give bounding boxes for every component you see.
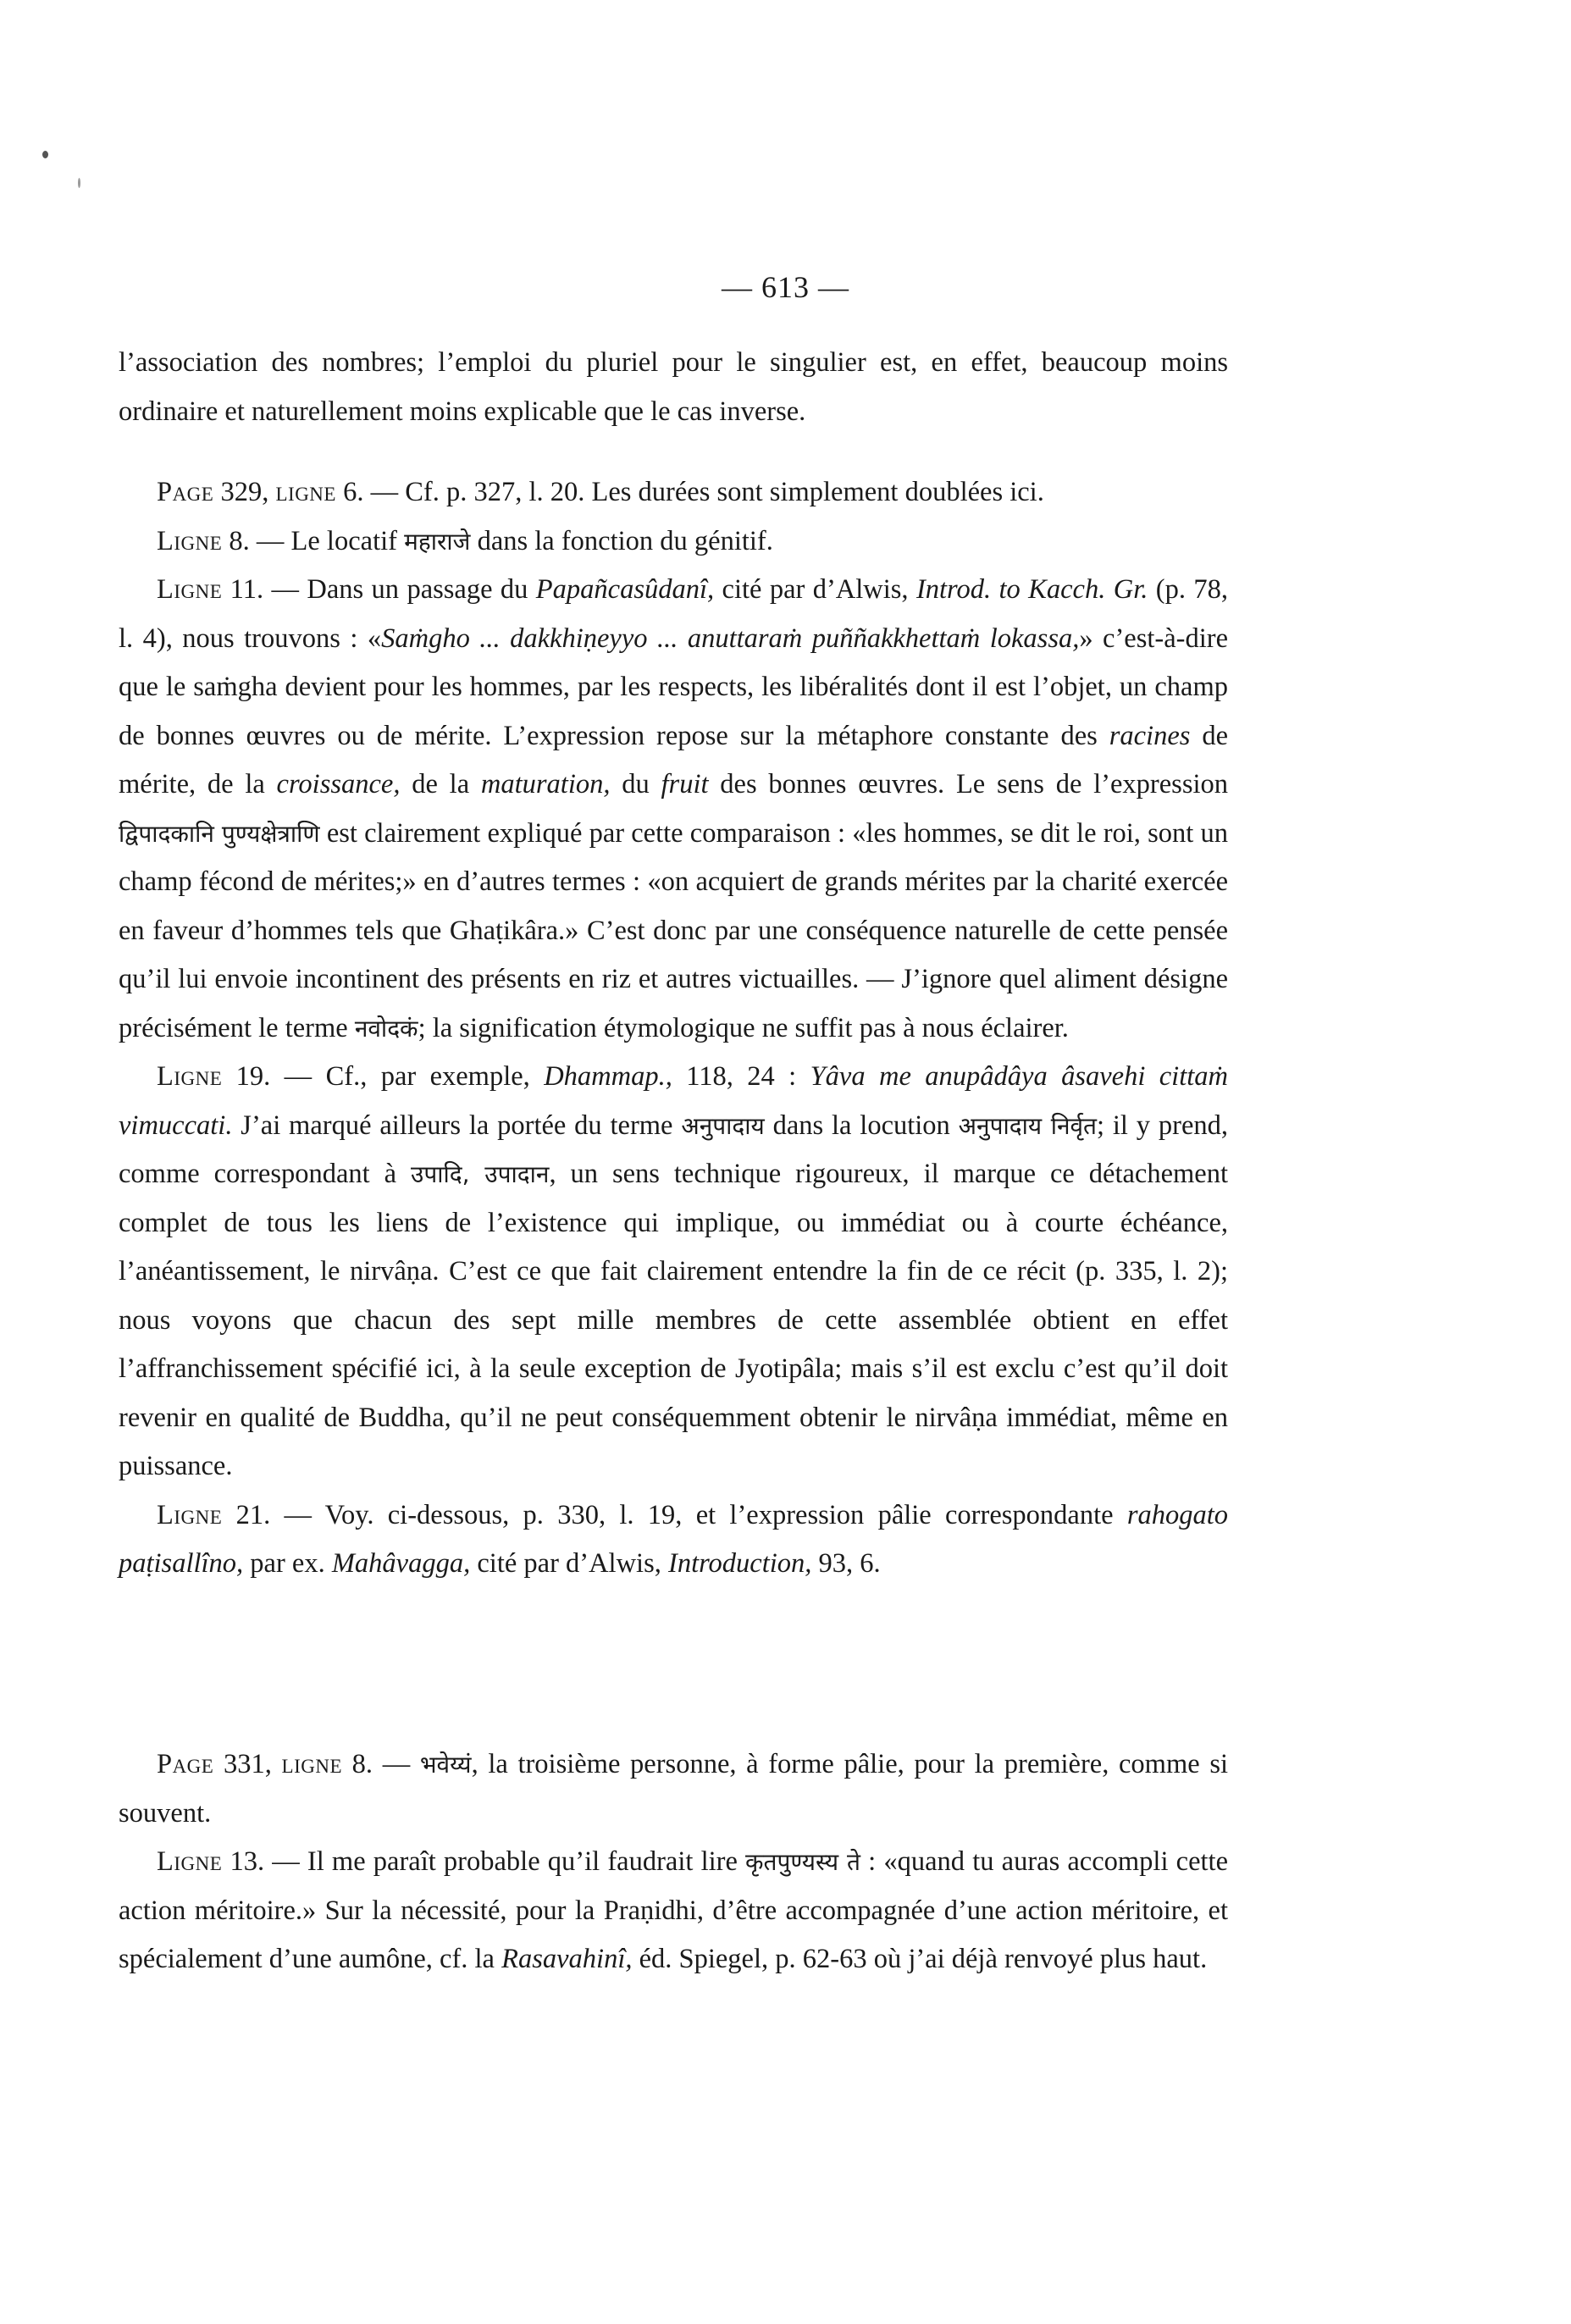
note-line-21 xyxy=(119,1491,1228,1589)
text-run: par ex. xyxy=(243,1548,332,1579)
italic-run: Introd. to Kacch. Gr. xyxy=(915,574,1148,605)
italic-run: Yâva me anupâdâya âsavehi cittaṁ vimuccati. xyxy=(119,1061,1228,1141)
italic-run: croissance, xyxy=(276,769,401,800)
italic-run: Introduction, xyxy=(668,1548,812,1579)
text-run: éd. Spiegel, p. 62-63 où j’ai déjà renvoyé plus haut. xyxy=(632,1944,1208,1974)
text-run: des bonnes œuvres. Le sens de l’expression xyxy=(708,769,1228,800)
smallcaps-label: Ligne xyxy=(157,525,223,556)
text-run: 8. — Le locatif xyxy=(222,525,405,556)
note-line-13 xyxy=(119,1838,1228,1984)
text-run: J’ai marqué ailleurs la portée du terme xyxy=(232,1109,682,1141)
text-run: 8. — xyxy=(342,1749,420,1779)
smallcaps-label: Page xyxy=(157,1749,214,1779)
devanagari-term: द्विपादकानि पुण्यक्षेत्राणि xyxy=(119,819,320,848)
text-run: 13. — Il me paraît probable qu’il faudrait lire xyxy=(222,1846,746,1877)
note-line-8 xyxy=(119,517,1228,567)
text-run: de la xyxy=(400,769,481,800)
text-run: est clairement expliqué par cette comparaison : «les hommes, se dit le roi, sont un champ fécond de mérites;» en d’autres termes : «on acquiert de grands mérites par la charité exercée en faveur d’hommes tels que Ghaṭikâra.» C’est donc par une conséquence naturelle de cette pensée qu’il lui envoie incontinent des présents en riz et autres victuailles. — J’ignore quel aliment désigne précisément le terme xyxy=(119,817,1228,1043)
smallcaps-label: Ligne xyxy=(157,1846,223,1877)
italic-run: racines xyxy=(1109,720,1191,751)
devanagari-term: कृतपुण्यस्य ते xyxy=(745,1848,860,1876)
body-block-1 xyxy=(119,339,1228,436)
text-run: cité par d’Alwis, xyxy=(470,1548,668,1579)
devanagari-term: अनुपादाय xyxy=(681,1111,765,1140)
devanagari-term: उपादि, उपादान xyxy=(411,1160,550,1188)
text-run: 19. — Cf., par exemple, xyxy=(222,1061,545,1092)
scan-speck xyxy=(78,178,80,188)
text-run: cité par d’Alwis, xyxy=(714,574,916,605)
devanagari-term: भवेय्यं xyxy=(419,1751,472,1779)
text-run: 331, xyxy=(213,1749,282,1779)
paragraph-continuation xyxy=(119,339,1228,436)
italic-run: maturation, xyxy=(480,769,611,800)
note-line-11 xyxy=(119,566,1228,1053)
devanagari-term: अनुपादाय निर्वृत xyxy=(958,1111,1098,1140)
text-run: » c’est-à-dire que le saṁgha devient pour les hommes, par les respects, les libéralités dont il est l’objet, un champ de bonnes œuvres ou de mérite. L’expression repose sur la métaphore constante des xyxy=(119,622,1229,751)
devanagari-term: महाराजे xyxy=(404,527,471,556)
text-run: 329, xyxy=(213,477,276,507)
smallcaps-label: ligne xyxy=(281,1749,343,1779)
text-run: 11. — Dans un passage du xyxy=(222,574,536,605)
body-block-3 xyxy=(119,1740,1228,1984)
smallcaps-label: ligne xyxy=(275,477,336,507)
scan-speck xyxy=(42,151,48,158)
text-run: , la troisième personne, à forme pâlie, pour la première, comme si souvent. xyxy=(119,1749,1229,1829)
text-run: (p. 78, l. 4), nous trouvons : « xyxy=(119,574,1228,654)
text-run: l’association des nombres; l’emploi du pluriel pour le singulier est, en effet, beaucoup moins ordinaire et naturellement moins explicable que le cas inverse. xyxy=(119,347,1228,427)
text-run: dans la locution xyxy=(764,1109,959,1141)
text-run: , un sens technique rigoureux, il marque ce détachement complet de tous les liens de l’existence qui implique, ou immédiat ou à courte échéance, l’anéantissement, le nirvâṇa. C’est ce que fait clairement entendre la fin de ce récit (p. 335, l. 2); nous voyons que chacun des sept mille membres de cette assemblée obtient en effet l’affranchissement spécifié ici, à la seule exception de Jyotipâla; mais s’il est exclu c’est qu’il doit revenir en qualité de Buddha, qu’il ne peut conséquemment obtenir le nirvâṇa immédiat, même en puissance. xyxy=(119,1159,1228,1481)
italic-run: Rasavahinî, xyxy=(501,1944,633,1974)
smallcaps-label: Page xyxy=(157,477,214,507)
italic-run: Saṁgho ... dakkhiṇeyyo ... anuttaraṁ puññakkhettaṁ lokassa, xyxy=(381,622,1080,654)
text-run: dans la fonction du génitif. xyxy=(470,525,773,556)
italic-run: rahogato paṭisallîno, xyxy=(119,1499,1228,1579)
text-run: 93, 6. xyxy=(811,1548,881,1579)
italic-run: Mahâvagga, xyxy=(331,1548,471,1579)
devanagari-term: नवोदकं xyxy=(354,1014,418,1043)
text-run: 118, 24 : xyxy=(672,1061,810,1092)
text-run: 21. — Voy. ci-dessous, p. 330, l. 19, et l’expression pâlie correspondante xyxy=(222,1499,1127,1530)
note-page-331-line-8 xyxy=(119,1740,1228,1838)
text-run: 6. — Cf. p. 327, l. 20. Les durées sont simplement doublées ici. xyxy=(335,477,1044,507)
smallcaps-label: Ligne xyxy=(157,1499,223,1530)
body-block-2 xyxy=(119,468,1228,1589)
text-run: ; il y prend, comme correspondant à xyxy=(119,1109,1228,1189)
page-number: — 613 — xyxy=(722,270,849,304)
text-run: du xyxy=(610,769,661,800)
italic-run: fruit xyxy=(661,769,709,800)
text-run: ; la signification étymologique ne suffit pas à nous éclairer. xyxy=(418,1012,1069,1043)
smallcaps-label: Ligne xyxy=(157,1061,223,1092)
text-run: de mérite, de la xyxy=(119,720,1228,800)
italic-run: Papañcasûdanî, xyxy=(535,574,715,605)
italic-run: Dhammap., xyxy=(544,1061,672,1092)
text-run: : «quand tu auras accompli cette action méritoire.» Sur la nécessité, pour la Praṇidhi, d’être accompagnée d’une action méritoire, et spécialement d’une aumône, cf. la xyxy=(119,1846,1228,1974)
note-line-19 xyxy=(119,1053,1228,1491)
note-page-329-line-6 xyxy=(119,468,1228,517)
smallcaps-label: Ligne xyxy=(157,574,223,605)
